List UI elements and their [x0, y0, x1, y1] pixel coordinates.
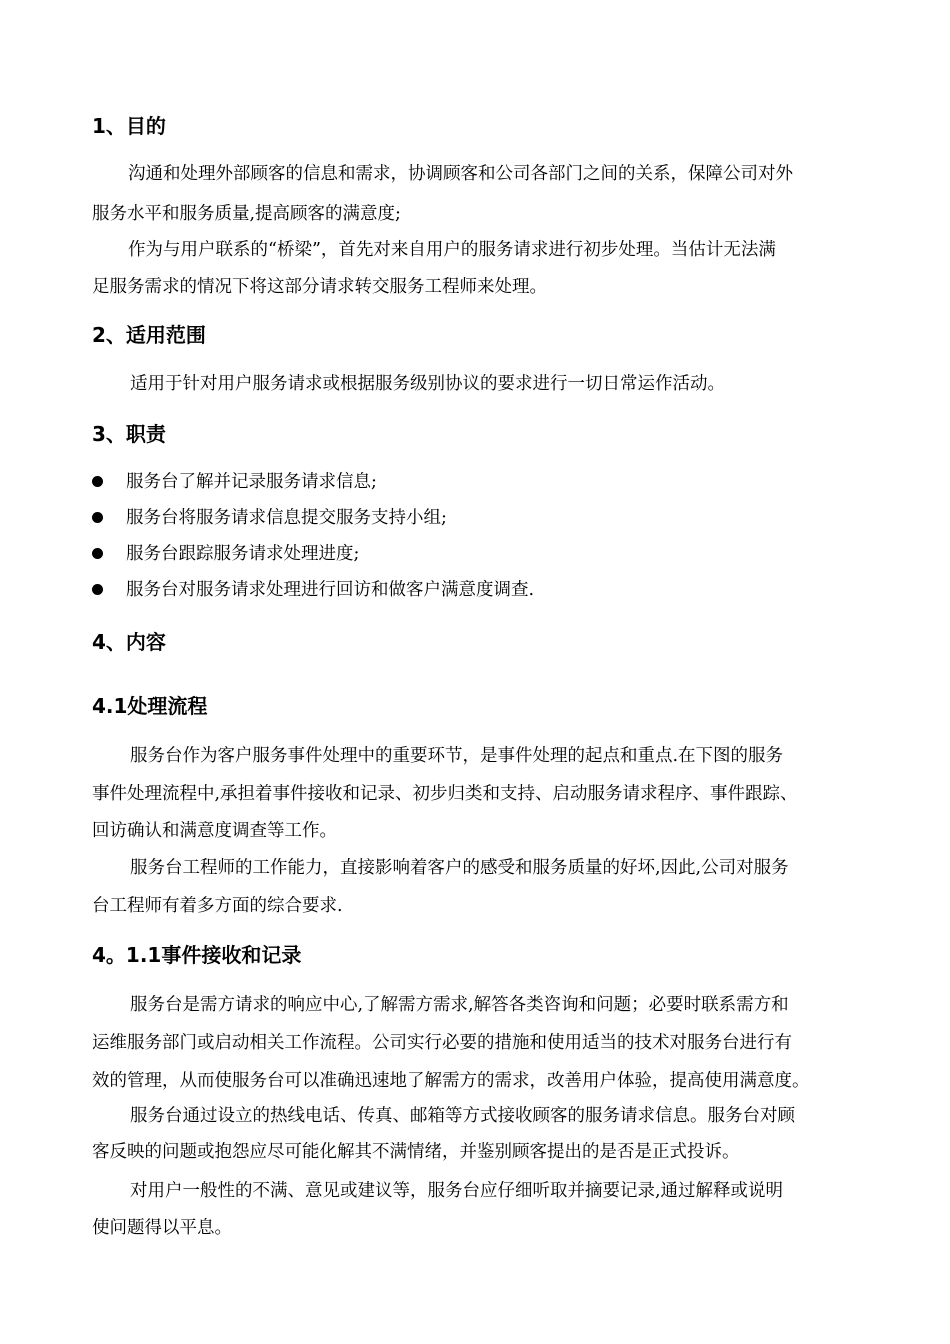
bullet-icon [92, 548, 103, 559]
section-4-1-1-paragraph-1-line-3: 效的管理，从而使服务台可以准确迅速地了解需方的需求，改善用户体验，提高使用满意度。 [92, 1071, 810, 1091]
section-4-1-heading: 4.1处理流程 [92, 694, 208, 718]
section-3-heading: 3、职责 [92, 422, 166, 446]
bullet-icon [92, 584, 103, 595]
section-4-1-1-paragraph-1-line-1: 服务台是需方请求的响应中心,了解需方需求,解答各类咨询和问题；必要时联系需方和 [130, 995, 789, 1015]
section-4-1-paragraph-1-line-3: 回访确认和满意度调查等工作。 [92, 821, 337, 841]
section-1-paragraph-2-line-1: 作为与用户联系的“桥梁”，首先对来自用户的服务请求进行初步处理。当估计无法满 [128, 240, 776, 260]
list-item-text: 服务台跟踪服务请求处理进度; [126, 544, 360, 564]
list-item-text: 服务台对服务请求处理进行回访和做客户满意度调查. [126, 580, 535, 600]
list-item-text: 服务台将服务请求信息提交服务支持小组; [126, 508, 447, 528]
section-4-1-paragraph-1-line-1: 服务台作为客户服务事件处理中的重要环节，是事件处理的起点和重点.在下图的服务 [130, 746, 784, 766]
section-1-paragraph-2-line-2: 足服务需求的情况下将这部分请求转交服务工程师来处理。 [92, 277, 547, 297]
section-4-1-paragraph-1-line-2: 事件处理流程中,承担着事件接收和记录、初步归类和支持、启动服务请求程序、事件跟踪、 [92, 784, 798, 804]
section-4-1-1-heading: 4。1.1事件接收和记录 [92, 943, 302, 967]
list-item-text: 服务台了解并记录服务请求信息; [126, 472, 377, 492]
section-4-1-1-paragraph-3-line-2: 使问题得以平息。 [92, 1218, 232, 1238]
section-4-1-paragraph-2-line-1: 服务台工程师的工作能力，直接影响着客户的感受和服务质量的好坏,因此,公司对服务 [130, 858, 789, 878]
section-2-paragraph-line-1: 适用于针对用户服务请求或根据服务级别协议的要求进行一切日常运作活动。 [130, 374, 725, 394]
section-4-1-1-paragraph-3-line-1: 对用户一般性的不满、意见或建议等，服务台应仔细听取并摘要记录,通过解释或说明 [130, 1181, 784, 1201]
bullet-icon [92, 512, 103, 523]
section-4-heading: 4、内容 [92, 630, 166, 654]
bullet-icon [92, 476, 103, 487]
section-4-1-paragraph-2-line-2: 台工程师有着多方面的综合要求. [92, 896, 343, 916]
section-1-paragraph-1-line-1: 沟通和处理外部顾客的信息和需求，协调顾客和公司各部门之间的关系，保障公司对外 [128, 164, 793, 184]
section-4-1-1-paragraph-2-line-2: 客反映的问题或抱怨应尽可能化解其不满情绪，并鉴别顾客提出的是否是正式投诉。 [92, 1142, 740, 1162]
section-4-1-1-paragraph-1-line-2: 运维服务部门或启动相关工作流程。公司实行必要的措施和使用适当的技术对服务台进行有 [92, 1033, 792, 1053]
section-2-heading: 2、适用范围 [92, 323, 206, 347]
section-1-paragraph-1-line-2: 服务水平和服务质量,提高顾客的满意度; [92, 204, 401, 224]
section-1-heading: 1、目的 [92, 114, 166, 138]
section-4-1-1-paragraph-2-line-1: 服务台通过设立的热线电话、传真、邮箱等方式接收顾客的服务请求信息。服务台对顾 [130, 1106, 795, 1126]
